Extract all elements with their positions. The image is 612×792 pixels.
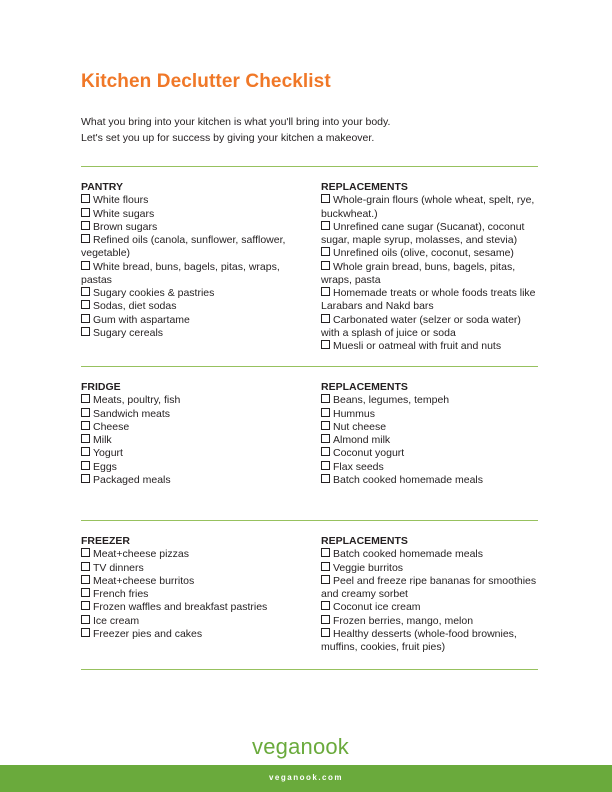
checklist-item xyxy=(321,461,541,474)
checkbox[interactable] xyxy=(321,562,330,571)
checklist-item-label: White flours xyxy=(93,194,149,207)
checkbox[interactable] xyxy=(81,314,90,323)
checkbox[interactable] xyxy=(81,300,90,309)
checklist-item xyxy=(81,548,301,561)
checklist-item-label: Peel and freeze ripe bananas for smoothies and creamy sorbet xyxy=(321,574,537,600)
checklist-item-label: Carbonated water (selzer or soda water) with a splash of juice or soda xyxy=(321,313,521,339)
checklist-item-label: Freezer pies and cakes xyxy=(93,627,203,640)
checklist-item-label: Ice cream xyxy=(93,614,140,627)
checklist-item-label: Frozen berries, mango, melon xyxy=(333,614,474,627)
checklist-item xyxy=(81,588,301,601)
checklist-item xyxy=(321,314,541,341)
page-title: Kitchen Declutter Checklist xyxy=(81,71,331,92)
checklist-item xyxy=(81,300,301,313)
checkbox[interactable] xyxy=(321,261,330,270)
checklist-item xyxy=(321,628,541,655)
checklist-item-label: Unrefined oils (olive, coconut, sesame) xyxy=(333,247,514,260)
checkbox[interactable] xyxy=(81,588,90,597)
checkbox[interactable] xyxy=(321,221,330,230)
checkbox[interactable] xyxy=(81,461,90,470)
checkbox[interactable] xyxy=(81,615,90,624)
checklist-item-label: Meat+cheese pizzas xyxy=(93,548,190,561)
fridge-replacements-column xyxy=(321,381,541,487)
checklist-item-label: Batch cooked homemade meals xyxy=(333,548,483,561)
checklist-item-label: Packaged meals xyxy=(93,473,171,486)
checklist-item xyxy=(81,234,301,261)
checkbox[interactable] xyxy=(321,575,330,584)
checkbox[interactable] xyxy=(321,287,330,296)
checklist-item xyxy=(81,221,301,234)
intro-line-1: What you bring into your kitchen is what you'll bring into your body. xyxy=(81,116,391,128)
checkbox[interactable] xyxy=(321,615,330,624)
checklist-item-label: Meat+cheese burritos xyxy=(93,574,195,587)
checklist-item xyxy=(81,434,301,447)
checkbox[interactable] xyxy=(81,287,90,296)
footer-url[interactable]: veganook.com xyxy=(268,773,343,782)
checklist-item xyxy=(321,221,541,248)
checkbox[interactable] xyxy=(81,234,90,243)
checkbox[interactable] xyxy=(321,314,330,323)
checkbox[interactable] xyxy=(81,208,90,217)
section-heading: REPLACEMENTS xyxy=(321,535,408,547)
checkbox[interactable] xyxy=(81,434,90,443)
checklist-item xyxy=(321,601,541,614)
section-heading: PANTRY xyxy=(81,181,123,193)
checkbox[interactable] xyxy=(81,421,90,430)
checklist-item-label: Healthy desserts (whole-food brownies, muffins, cookies, fruit pies) xyxy=(321,627,517,653)
checklist-item xyxy=(321,615,541,628)
checkbox[interactable] xyxy=(81,628,90,637)
logo-text: veganook xyxy=(252,734,350,759)
section-heading: FRIDGE xyxy=(81,381,121,393)
checklist-item-label: Veggie burritos xyxy=(333,561,404,574)
divider xyxy=(81,366,538,367)
checklist-item xyxy=(81,394,301,407)
checklist-item xyxy=(81,575,301,588)
checklist-item xyxy=(321,340,541,353)
checklist-item xyxy=(81,421,301,434)
checkbox[interactable] xyxy=(81,601,90,610)
checklist-item xyxy=(81,601,301,614)
checkbox[interactable] xyxy=(81,447,90,456)
checklist-item-label: Meats, poultry, fish xyxy=(93,394,181,407)
checklist-item xyxy=(321,261,541,288)
checklist-item-label: Yogurt xyxy=(93,447,123,460)
checklist-item xyxy=(81,628,301,641)
checklist-item-label: Gum with aspartame xyxy=(93,313,190,326)
checklist-item-label: Sugary cereals xyxy=(93,326,164,339)
checkbox[interactable] xyxy=(321,601,330,610)
checkbox[interactable] xyxy=(81,408,90,417)
checklist-item-label: French fries xyxy=(93,588,149,600)
checkbox[interactable] xyxy=(321,340,330,349)
checklist-item xyxy=(81,208,301,221)
checkbox[interactable] xyxy=(321,628,330,637)
checklist-item-label: Whole-grain flours (whole wheat, spelt, rye, buckwheat.) xyxy=(321,194,535,220)
checklist-item xyxy=(81,615,301,628)
checklist-item-label: Coconut ice cream xyxy=(333,601,421,614)
checklist-item xyxy=(321,394,541,407)
checklist-item xyxy=(81,408,301,421)
checkbox[interactable] xyxy=(81,194,90,203)
checkbox[interactable] xyxy=(81,474,90,483)
checkbox[interactable] xyxy=(321,461,330,470)
checklist-item xyxy=(321,474,541,487)
checklist-item-label: Sodas, diet sodas xyxy=(93,300,177,313)
checklist-item-label: Nut cheese xyxy=(333,420,387,433)
checklist-item xyxy=(321,194,541,221)
checklist-item-label: Milk xyxy=(93,434,112,446)
checklist-item xyxy=(81,261,301,288)
checkbox[interactable] xyxy=(81,394,90,403)
checklist-item-label: Sandwich meats xyxy=(93,407,171,420)
checklist-item-label: Frozen waffles and breakfast pastries xyxy=(93,601,268,614)
checklist-item-label: Batch cooked homemade meals xyxy=(333,473,483,486)
checkbox[interactable] xyxy=(321,194,330,203)
checklist-item xyxy=(81,314,301,327)
checklist-item-label: TV dinners xyxy=(93,561,144,574)
checklist-item xyxy=(321,548,541,561)
checklist-item-label: Beans, legumes, tempeh xyxy=(333,394,450,407)
checklist-item xyxy=(81,194,301,207)
fridge-column xyxy=(81,381,301,487)
checklist-item-label: Homemade treats or whole foods treats like Larabars and Nakd bars xyxy=(321,287,536,313)
checkbox[interactable] xyxy=(81,548,90,557)
checklist-item xyxy=(321,408,541,421)
veganook-logo xyxy=(252,734,362,762)
checklist-item-label: Refined oils (canola, sunflower, safflower, vegetable) xyxy=(81,234,286,260)
freezer-column xyxy=(81,535,301,641)
checklist-item-label: Eggs xyxy=(93,460,117,473)
checkbox[interactable] xyxy=(81,221,90,230)
checklist-item xyxy=(81,327,301,340)
divider xyxy=(81,520,538,521)
intro-text xyxy=(81,114,541,146)
checklist-item-label: Sugary cookies & pastries xyxy=(93,287,215,299)
checkbox[interactable] xyxy=(81,327,90,336)
checklist-item-label: Cheese xyxy=(93,420,130,433)
checkbox[interactable] xyxy=(321,247,330,256)
section-heading: REPLACEMENTS xyxy=(321,181,408,193)
checkbox[interactable] xyxy=(81,575,90,584)
checklist-item xyxy=(321,421,541,434)
checklist-item xyxy=(321,287,541,314)
checklist-item xyxy=(321,562,541,575)
checklist-item-label: Whole grain bread, buns, bagels, pitas, wraps, pasta xyxy=(321,260,516,286)
intro-line-2: Let's set you up for success by giving your kitchen a makeover. xyxy=(81,132,375,144)
checkbox[interactable] xyxy=(81,261,90,270)
checklist-item-label: Coconut yogurt xyxy=(333,447,405,460)
divider xyxy=(81,166,538,167)
checklist-item-label: Muesli or oatmeal with fruit and nuts xyxy=(333,340,502,352)
checklist-item xyxy=(81,287,301,300)
checklist-item xyxy=(321,447,541,460)
checklist-item-label: White sugars xyxy=(93,207,155,220)
checklist-item-label: Hummus xyxy=(333,407,376,420)
freezer-replacements-column xyxy=(321,535,541,654)
pantry-column xyxy=(81,181,301,340)
checklist-item-label: White bread, buns, bagels, pitas, wraps, pastas xyxy=(81,260,280,286)
checklist-item xyxy=(321,247,541,260)
section-heading: REPLACEMENTS xyxy=(321,381,408,393)
section-heading: FREEZER xyxy=(81,535,131,547)
checkbox[interactable] xyxy=(321,447,330,456)
checkbox[interactable] xyxy=(321,394,330,403)
checklist-item xyxy=(81,562,301,575)
divider xyxy=(81,669,538,670)
checkbox[interactable] xyxy=(321,421,330,430)
checklist-item-label: Unrefined cane sugar (Sucanat), coconut sugar, maple syrup, molasses, and stevia) xyxy=(321,220,525,246)
checkbox[interactable] xyxy=(321,434,330,443)
checkbox[interactable] xyxy=(321,548,330,557)
checklist-item xyxy=(81,474,301,487)
checklist-item xyxy=(81,447,301,460)
checkbox[interactable] xyxy=(321,474,330,483)
checkbox[interactable] xyxy=(81,562,90,571)
checklist-item xyxy=(321,434,541,447)
checklist-item xyxy=(321,575,541,602)
pantry-replacements-column xyxy=(321,181,541,353)
checklist-item xyxy=(81,461,301,474)
checklist-item-label: Brown sugars xyxy=(93,220,158,233)
checklist-item-label: Flax seeds xyxy=(333,460,384,473)
checkbox[interactable] xyxy=(321,408,330,417)
checklist-item-label: Almond milk xyxy=(333,434,391,446)
